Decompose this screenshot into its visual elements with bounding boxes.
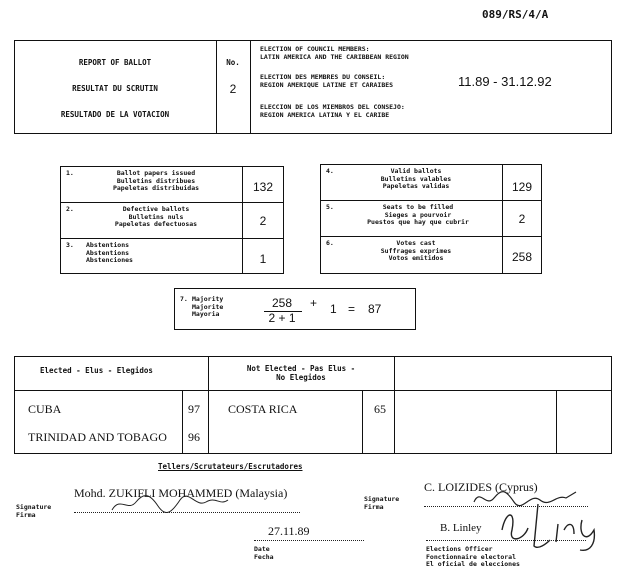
stat-number: 5.: [326, 203, 334, 211]
election-title-es: ELECCION DE LOS MIEMBROS DEL CONSEJO: REGION AMERICA LATINA Y EL CARIBE: [260, 103, 405, 119]
elected-votes: 96: [188, 430, 200, 444]
signature-label-right: Signature Firma: [364, 495, 400, 511]
election-title-fr: ELECTION DES MEMBRES DU CONSEIL: REGION AMERIQUE LATINE ET CARAIBES: [260, 73, 394, 89]
plus-sign: +: [310, 296, 318, 310]
stat-value-defective-ballots: 2: [259, 214, 267, 228]
not-elected-header: Not Elected - Pas Elus - No Elegidos: [246, 364, 356, 382]
ballot-no-label: No.: [226, 58, 240, 67]
stat-number: 3.: [66, 241, 74, 249]
report-title-en: REPORT OF BALLOT: [78, 58, 152, 67]
teller1-signature-scribble: [110, 492, 230, 516]
stat-label-defective-ballots: Defective ballots Bulletins nuls Papeletas defectuosas: [114, 205, 198, 228]
document-reference: 089/RS/4/A: [482, 8, 549, 21]
stat-value-valid-ballots: 129: [511, 180, 533, 194]
officer-title: Elections Officer Fonctionnaire electoral El oficial de elecciones: [426, 545, 520, 568]
stat-number: 2.: [66, 205, 74, 213]
teller1-name: Mohd. ZUKIFLI MOHAMMED (Malaysia): [74, 486, 288, 500]
stat-number: 4.: [326, 167, 334, 175]
signature-label-left: Signature Firma: [16, 503, 52, 519]
stat-number: 1.: [66, 169, 74, 177]
report-title-fr: RESULTAT DU SCRUTIN: [72, 84, 158, 93]
stat-value-abstentions: 1: [259, 252, 267, 266]
not-elected-country: COSTA RICA: [228, 402, 298, 416]
elected-country: TRINIDAD AND TOBAGO: [28, 430, 167, 444]
majority-result: 87: [368, 302, 382, 316]
election-title-en: ELECTION OF COUNCIL MEMBERS: LATIN AMERICA AND THE CARIBBEAN REGION: [260, 45, 409, 61]
majority-label: Majority Majorite Mayoria: [192, 295, 224, 318]
elected-country: CUBA: [28, 402, 62, 416]
teller2-name: C. LOIZIDES (Cyprus): [424, 480, 538, 494]
stat-number: 6.: [326, 239, 334, 247]
report-title-es: RESULTADO DE LA VOTACION: [60, 110, 170, 119]
officer-name: B. Linley: [440, 522, 482, 534]
elected-header: Elected - Elus - Elegidos: [40, 366, 153, 375]
stat-value-ballots-issued: 132: [252, 180, 274, 194]
stat-number: 7.: [180, 295, 188, 303]
majority-one: 1: [330, 302, 337, 316]
elected-votes: 97: [188, 402, 200, 416]
equals-sign: =: [348, 302, 356, 316]
stat-value-seats-to-fill: 2: [518, 212, 526, 226]
majority-numerator: 258: [271, 296, 293, 310]
stat-label-ballots-issued: Ballot papers issued Bulletins distribues Papeletas distribuidas: [112, 169, 200, 192]
stat-label-seats-to-fill: Seats to be filled Sieges a pourvoir Puestos que hay que cubrir: [367, 203, 469, 226]
stat-label-valid-ballots: Valid ballots Bulletins valables Papeletas validas: [380, 167, 452, 190]
not-elected-votes: 65: [374, 402, 386, 416]
stat-label-votes-cast: Votes cast Suffrages exprimes Votos emitidos: [380, 239, 452, 262]
stat-label-abstentions: Abstentions Abstentions Abstenciones: [86, 241, 133, 264]
date-label: Date Fecha: [254, 545, 274, 561]
stat-value-votes-cast: 258: [511, 250, 533, 264]
ballot-no-value: 2: [229, 82, 237, 96]
date-value: 27.11.89: [268, 524, 310, 538]
date-line: [254, 540, 364, 541]
term-period: 11.89 - 31.12.92: [458, 74, 552, 89]
tellers-heading: Tellers/Scrutateurs/Escrutadores: [158, 462, 303, 471]
majority-denominator: 2 + 1: [268, 311, 296, 325]
